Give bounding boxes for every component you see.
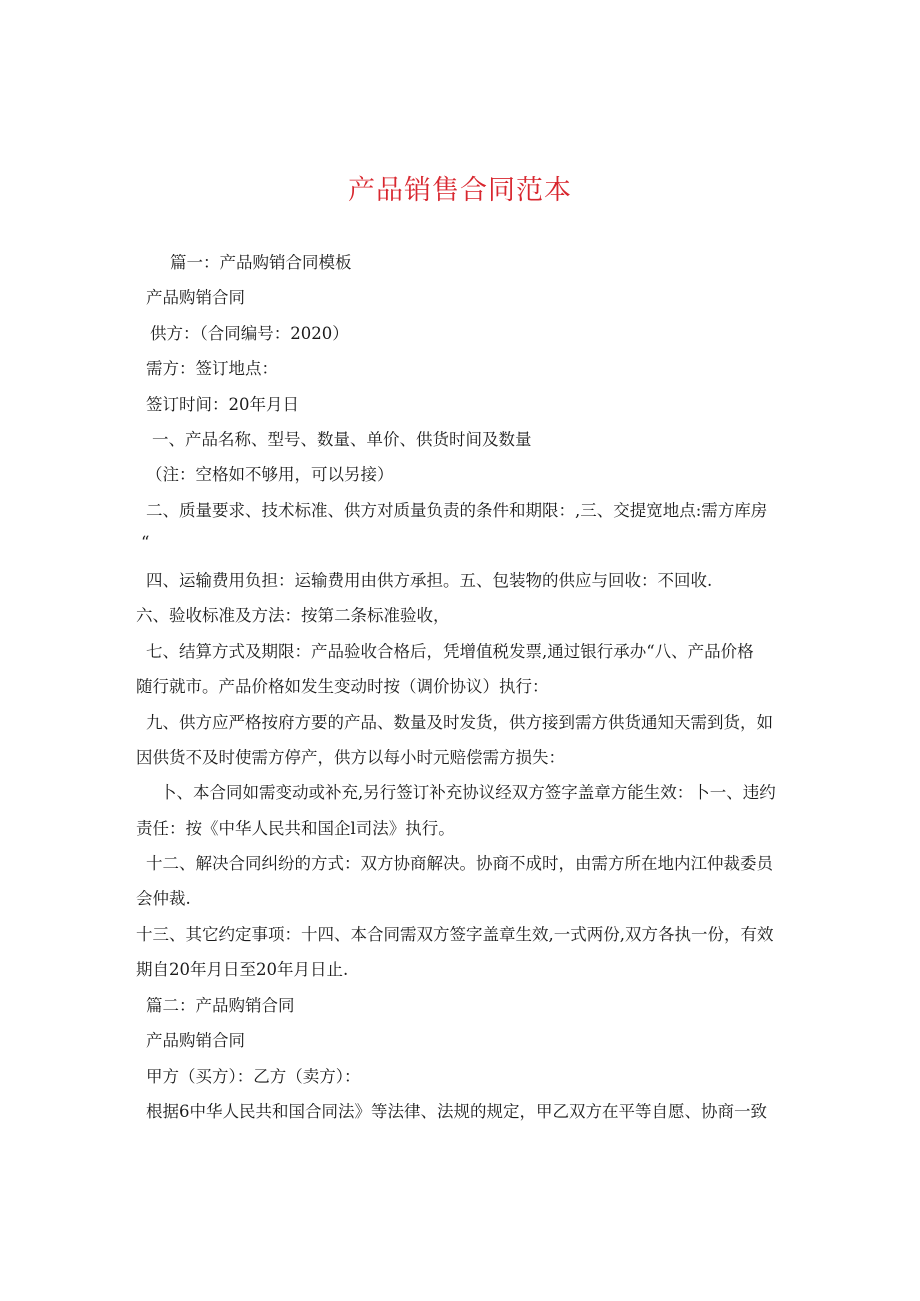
- clause-1: 一、产品名称、型号、数量、单价、供货时间及数量: [152, 430, 532, 449]
- clause-8-cont: 随行就市。产品价格如发生变动时按（调价协议）执行：: [136, 677, 549, 696]
- clause-14-cont: 期自20年月日至20年月日止.: [136, 960, 349, 979]
- clause-9: 九、供方应严格按府方要的产品、数量及时发货，供方接到需方供货通知天需到货，如: [146, 713, 773, 732]
- preamble-line: 根据6中华人民共和国合同法》等法律、法规的规定，甲乙双方在平等自愿、协商一致: [146, 1102, 767, 1121]
- quote-mark: “: [141, 533, 150, 552]
- clause-12-cont: 会仲裁.: [136, 889, 191, 908]
- clause-11-cont: 责任：按《中华人民共和国企l司法》执行。: [136, 819, 455, 838]
- document-title: 产品销售合同范本: [348, 175, 572, 206]
- clause-4-5: 四、运输费用负担：运输费用由供方承担。五、包装物的供应与回收：不回收.: [146, 571, 713, 590]
- contract-heading: 产品购销合同: [146, 288, 245, 307]
- contract-heading-2: 产品购销合同: [146, 1031, 245, 1050]
- sign-date-line: 签订时间：20年月日: [146, 395, 299, 414]
- parties-line: 甲方（买方）：乙方（卖方）：: [146, 1067, 361, 1086]
- clause-10-11: 卜、本合同如需变动或补充,另行签订补充协议经双方签字盖章方能生效：卜一、违约: [160, 783, 776, 802]
- clause-1-note: （注：空格如不够用，可以另接）: [146, 465, 394, 484]
- section-heading-1: 篇一：产品购销合同模板: [170, 253, 352, 272]
- clause-12: 十二、解决合同纠纷的方式：双方协商解决。协商不成时，由需方所在地内江仲裁委员: [146, 854, 773, 873]
- supplier-line: 供方：（合同编号：2020）: [150, 324, 349, 343]
- clause-2-3: 二、质量要求、技术标准、供方对质量负责的条件和期限：,三、交提宽地点:需方库房: [146, 501, 768, 520]
- clause-13-14: 十三、其它约定事项：十四、本合同需双方签字盖章生效,一式两份,双方各执一份，有效: [136, 925, 774, 944]
- section-heading-2: 篇二：产品购销合同: [146, 996, 295, 1015]
- clause-9-cont: 因供货不及时使需方停产，供方以每小时元赔偿需方损失：: [136, 748, 565, 767]
- clause-6: 六、验收标准及方法：按第二条标准验收，: [136, 606, 450, 625]
- buyer-line: 需方：签订地点：: [146, 359, 278, 378]
- clause-7-8: 七、结算方式及期限：产品验收合格后，凭增值税发票,通过银行承办“八、产品价格: [146, 642, 754, 661]
